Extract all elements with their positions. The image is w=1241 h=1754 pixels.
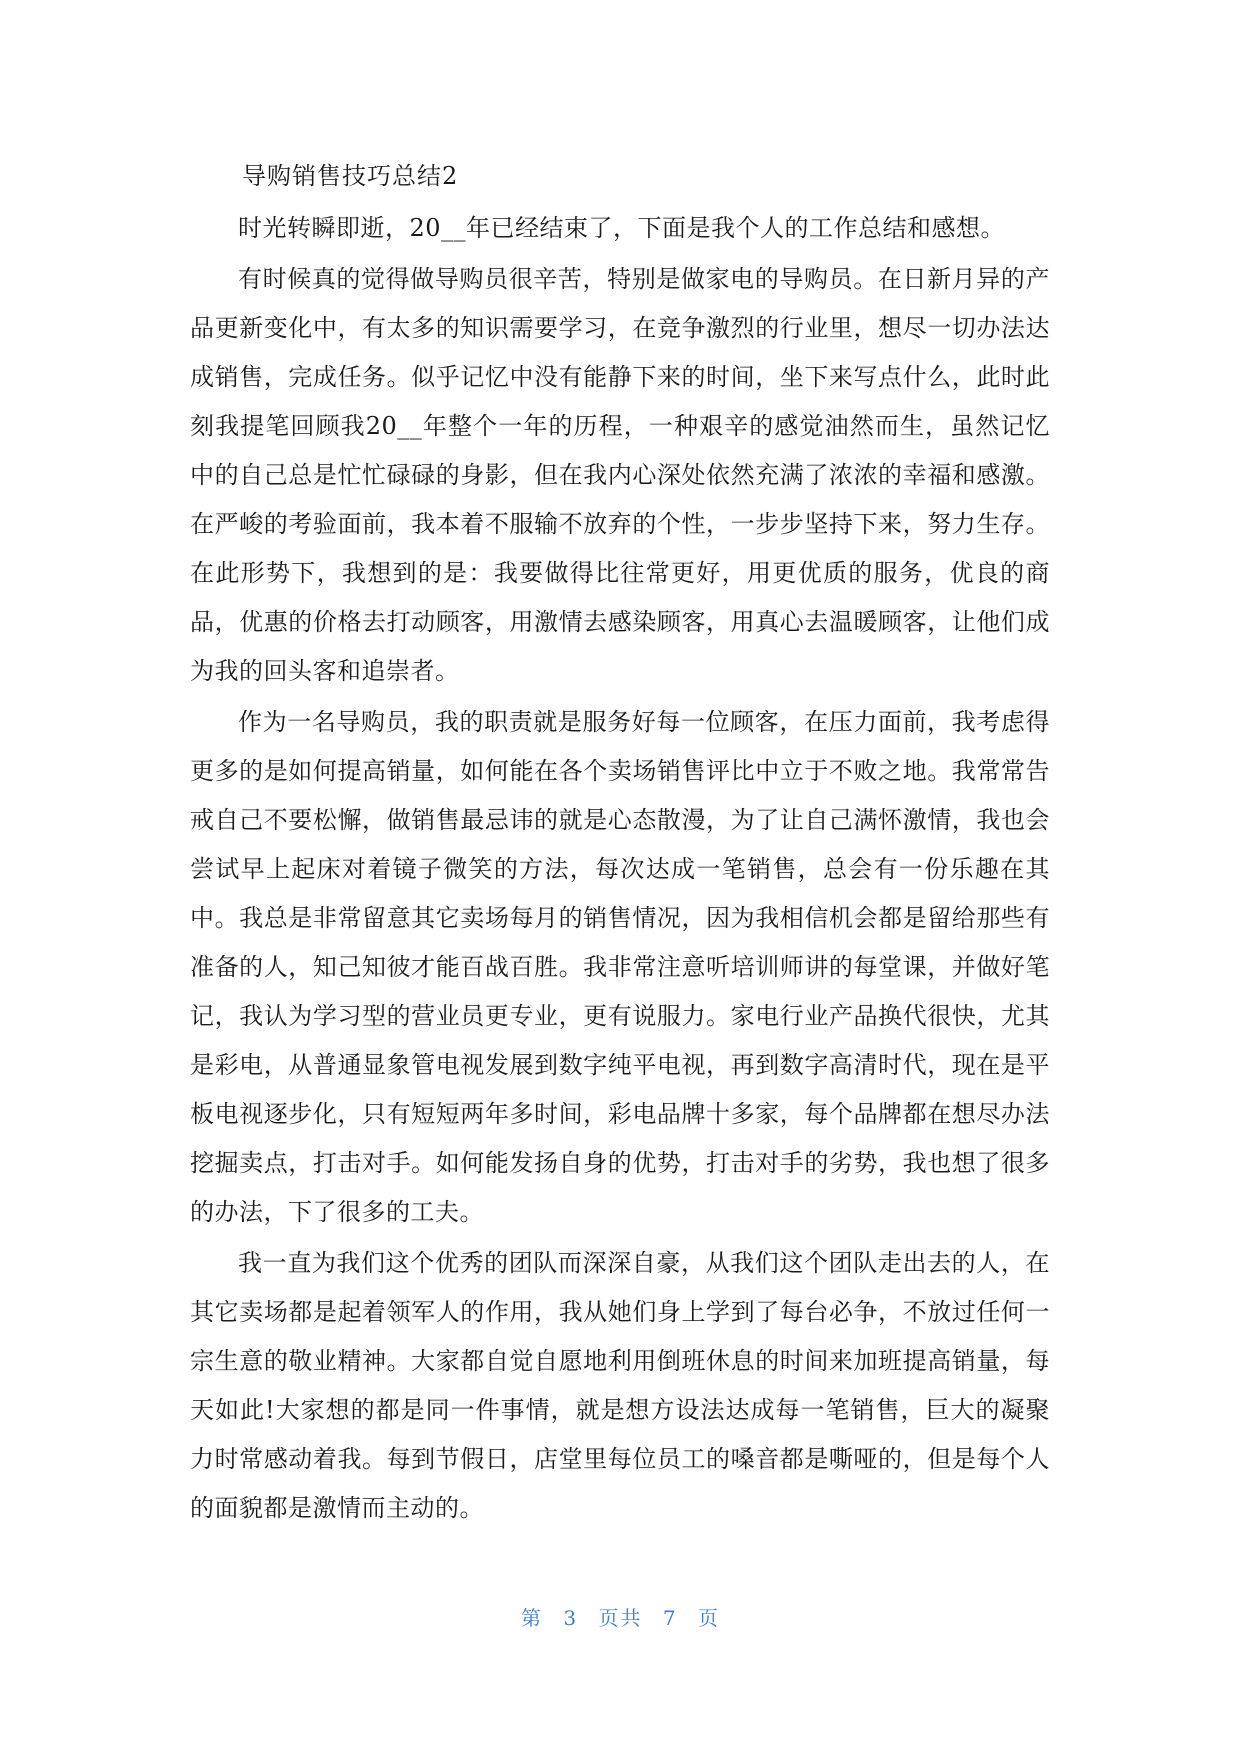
paragraph-intro: 时光转瞬即逝，20__年已经结束了，下面是我个人的工作总结和感想。 <box>238 214 1006 242</box>
page-footer <box>0 1602 1241 1631</box>
footer-total-pages: 7 <box>662 1606 678 1630</box>
document-body <box>190 158 1050 1535</box>
footer-page-suffix: 页 <box>697 1606 720 1630</box>
paragraph-team: 我一直为我们这个优秀的团队而深深自豪，从我们这个团队走出去的人，在其它卖场都是起着领军人的作用，我从她们身上学到了每台必争，不放过任何一宗生意的敬业精神。大家都自觉自愿地利用倒班休息的时间来加班提高销量，每天如此!大家想的都是同一件事情，就是想方设法达成每一笔销售，巨大的凝聚力时常感动着我。每到节假日，店堂里每位员工的嗓音都是嘶哑的，但是每个人的面貌都是激情而主动的。 <box>190 1249 1050 1522</box>
footer-page-middle: 页共 <box>598 1606 643 1630</box>
paragraph-duty: 作为一名导购员，我的职责就是服务好每一位顾客，在压力面前，我考虑得更多的是如何提高销量，如何能在各个卖场销售评比中立于不败之地。我常常告戒自己不要松懈，做销售最忌讳的就是心态散漫，为了让自己满怀激情，我也会尝试早上起床对着镜子微笑的方法，每次达成一笔销售，总会有一份乐趣在其中。我总是非常留意其它卖场每月的销售情况，因为我相信机会都是留给那些有准备的人，知己知彼才能百战百胜。我非常注意听培训师讲的每堂课，并做好笔记，我认为学习型的营业员更专业，更有说服力。家电行业产品换代很快，尤其是彩电，从普通显象管电视发展到数字纯平电视，再到数字高清时代，现在是平板电视逐步化，只有短短两年多时间，彩电品牌十多家，每个品牌都在想尽办法挖掘卖点，打击对手。如何能发扬自身的优势，打击对手的劣势，我也想了很多的办法，下了很多的工夫。 <box>190 708 1050 1226</box>
paragraph-hardship: 有时候真的觉得做导购员很辛苦，特别是做家电的导购员。在日新月异的产品更新变化中，有太多的知识需要学习，在竞争激烈的行业里，想尽一切办法达成销售，完成任务。似乎记忆中没有能静下来的时间，坐下来写点什么，此时此刻我提笔回顾我20__年整个一年的历程，一种艰辛的感觉油然而生，虽然记忆中的自己总是忙忙碌碌的身影，但在我内心深处依然充满了浓浓的幸福和感激。在严峻的考验面前，我本着不服输不放弃的个性，一步步坚持下来，努力生存。在此形势下，我想到的是：我要做得比往常更好，用更优质的服务，优良的商品，优惠的价格去打动顾客，用激情去感染顾客，用真心去温暖顾客，让他们成为我的回头客和追崇者。 <box>190 265 1050 685</box>
footer-current-page: 3 <box>563 1606 579 1630</box>
section-heading: 导购销售技巧总结2 <box>242 162 459 190</box>
footer-page-prefix: 第 <box>521 1606 544 1630</box>
